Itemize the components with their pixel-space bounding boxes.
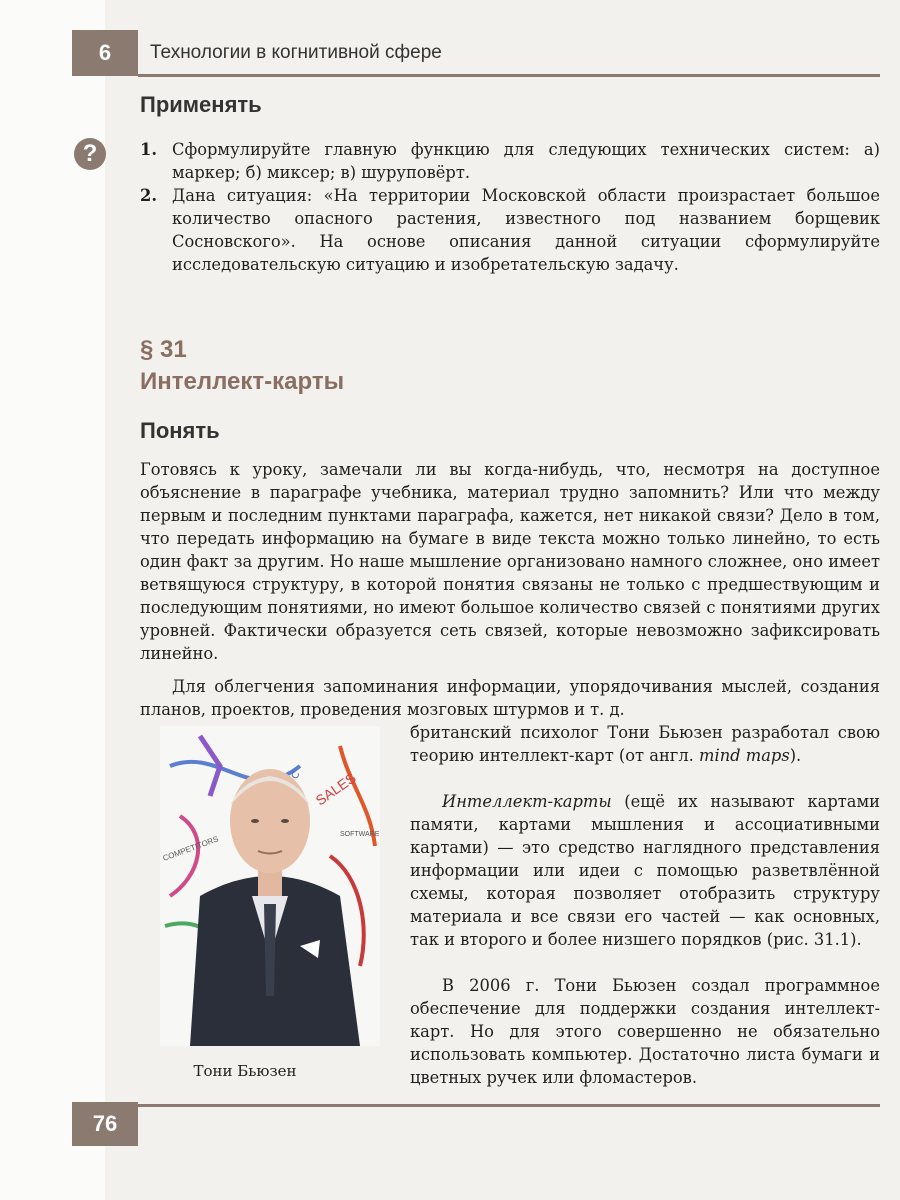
body-paragraph-2-column xyxy=(410,721,880,767)
left-margin xyxy=(0,0,105,1200)
body-paragraph-4: В 2006 г. Тони Бьюзен создал программное обеспечение для поддержки создания интеллект-карт. Но для этого совершенно не обязательно использовать компьютер. Достаточно листа бумаги и цветных ручек или фломастеров. xyxy=(410,976,880,1087)
header-rule xyxy=(138,74,880,77)
portrait-illustration xyxy=(160,726,380,1046)
paragraph-title: Интеллект-карты xyxy=(140,368,345,395)
text-run: (ещё их называют картами памяти, картами мышления и ассоциативными картами) — это средство наглядного представления информации или идеи с помощью разветвлённой схемы, которая позволяет отобразить структуру материала и все связи его частей — как основных, так и второго и более низшего порядков (рис. 31.1). xyxy=(410,792,880,949)
body-paragraph-2-start: Для облегчения запоминания информации, упорядочивания мыслей, создания планов, проектов, проведения мозговых штурмов и т. д. xyxy=(140,677,880,719)
page-number-badge xyxy=(72,1102,138,1146)
chapter-number-badge xyxy=(72,30,138,76)
text-run: британский психолог Тони Бьюзен разработал свою теорию интеллект-карт (от англ. xyxy=(410,723,880,765)
task-item-2 xyxy=(140,184,880,276)
chapter-number: 6 xyxy=(98,40,112,65)
task-number: 1. xyxy=(140,140,157,159)
photo-caption: Тони Бьюзен xyxy=(193,1062,297,1080)
question-icon: ? xyxy=(74,138,106,170)
body-paragraph-1: Готовясь к уроку, замечали ли вы когда-нибудь, что, несмотря на доступное объяснение в параграфе учебника, материал трудно запомнить? Или что между первым и последним пунктами параграфа, кажется, нет никакой связи? Дело в том, что передать информацию на бумаге в виде текста можно только линейно, то есть один факт за другим. Но наше мышление организовано намного сложнее, оно имеет ветвящуюся структуру, в которой понятия связаны не только с предшествующим и последующим понятиями, но имеют большое количество связей с понятиями других уровней. Фактически образуется сеть связей, которые невозможно зафиксировать линейно. xyxy=(140,460,880,663)
body-paragraph-3 xyxy=(410,790,880,951)
understand-heading: Понять xyxy=(140,418,220,443)
defined-term: Интеллект-карты xyxy=(442,792,612,811)
board-word: SALES xyxy=(312,769,359,809)
english-term: mind maps xyxy=(699,746,790,765)
board-word: SOFTWARE xyxy=(340,831,380,838)
chapter-title: Технологии в когнитивной сфере xyxy=(150,42,442,63)
task-number: 2. xyxy=(140,186,157,205)
task-item-1 xyxy=(140,138,880,184)
portrait-photo xyxy=(160,726,380,1046)
paragraph-number: § 31 xyxy=(140,336,187,363)
apply-heading: Применять xyxy=(140,92,262,117)
task-text: Дана ситуация: «На территории Московской области произрастает большое количество опасного растения, известного под названием борщевик Сосновского». На основе описания данной ситуации сформулируйте исследовательскую ситуацию и изобретательскую задачу. xyxy=(172,186,880,274)
text-run: ). xyxy=(789,746,802,765)
page-number: 76 xyxy=(92,1111,118,1136)
board-word: COMPETITORS xyxy=(161,834,220,863)
footer-rule xyxy=(138,1104,880,1107)
task-text: Сформулируйте главную функцию для следующих технических систем: а) маркер; б) миксер; в) шуруповёрт. xyxy=(172,140,880,182)
